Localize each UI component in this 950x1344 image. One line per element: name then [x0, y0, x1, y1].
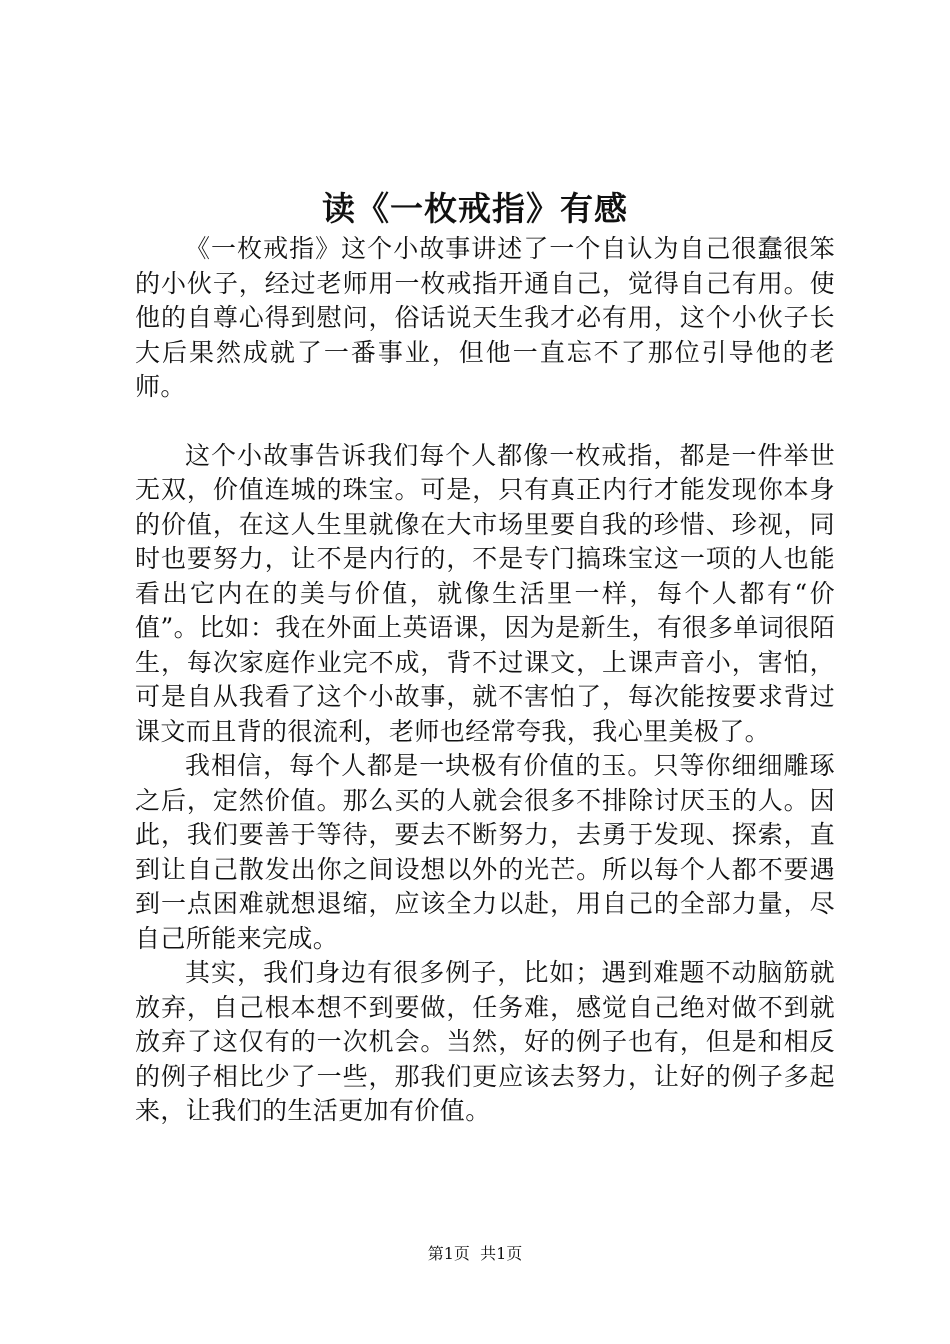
page-footer [0, 1242, 950, 1266]
paragraph-2: 这个小故事告诉我们每个人都像一枚戒指，都是一件举世无双，价值连城的珠宝。可是，只有真正内行才能发现你本身的价值，在这人生里就像在大市场里要自我的珍惜、珍视，同时也要努力，让不是内行的，不是专门搞珠宝这一项的人也能看出它内在的美与价值，就像生活里一样，每个人都有“价值”。比如：我在外面上英语课，因为是新生，有很多单词很陌生，每次家庭作业完不成，背不过课文，上课声音小，害怕，可是自从我看了这个小故事，就不害怕了，每次能按要求背过课文而且背的很流利，老师也经常夸我，我心里美极了。 [135, 440, 835, 746]
footer-separator [470, 1244, 480, 1263]
page-number: 第1页 [427, 1244, 470, 1263]
paragraph-1: 《一枚戒指》这个小故事讲述了一个自认为自己很蠢很笨的小伙子，经过老师用一枚戒指开通自己，觉得自己有用。使他的自尊心得到慰问，俗话说天生我才必有用，这个小伙子长大后果然成就了一番事业，但他一直忘不了那位引导他的老师。 [135, 234, 835, 401]
page-total: 共1页 [480, 1244, 523, 1263]
paragraph-3: 我相信，每个人都是一块极有价值的玉。只等你细细雕琢之后，定然价值。那么买的人就会很多不排除讨厌玉的人。因此，我们要善于等待，要去不断努力，去勇于发现、探索，直到让自己散发出你之间设想以外的光芒。所以每个人都不要遇到一点困难就想退缩，应该全力以赴，用自己的全部力量，尽自己所能来完成。 [135, 751, 835, 953]
document-title: 读《一枚戒指》有感 [322, 189, 628, 228]
document-body [135, 232, 835, 1129]
paragraph-4: 其实，我们身边有很多例子，比如；遇到难题不动脑筋就放弃，自己根本想不到要做，任务难，感觉自己绝对做不到就放弃了这仅有的一次机会。当然，好的例子也有，但是和相反的例子相比少了一些，那我们更应该去努力，让好的例子多起来，让我们的生活更加有价值。 [135, 958, 835, 1125]
